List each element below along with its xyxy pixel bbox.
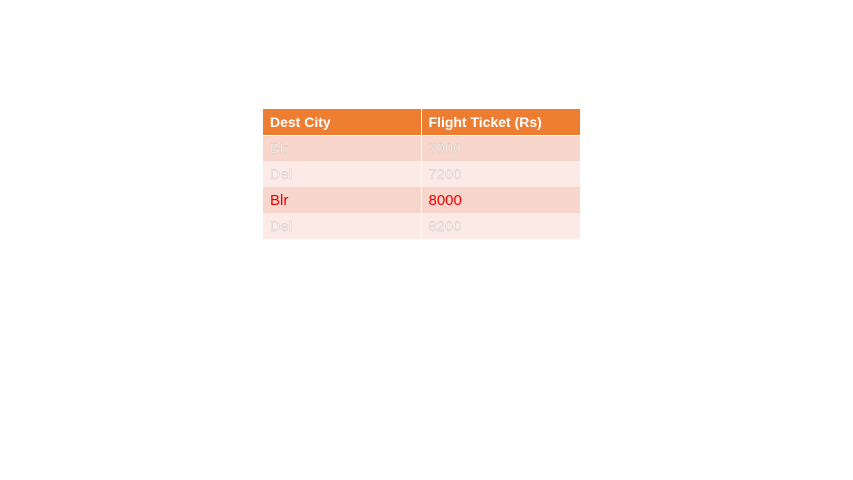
cell-dest-city: Blr: [263, 135, 421, 161]
flight-ticket-table: [263, 109, 580, 239]
cell-dest-city: Blr: [263, 187, 421, 213]
cell-flight-ticket: 7000: [421, 135, 580, 161]
header-dest-city: Dest City: [263, 109, 421, 135]
cell-dest-city: Del: [263, 213, 421, 239]
cell-flight-ticket: 7200: [421, 161, 580, 187]
table-header-row: [263, 109, 580, 135]
table-row: [263, 135, 580, 161]
table-row-highlighted: [263, 187, 580, 213]
table-row: [263, 213, 580, 239]
cell-dest-city: Del: [263, 161, 421, 187]
table-row: [263, 161, 580, 187]
header-flight-ticket: Flight Ticket (Rs): [421, 109, 580, 135]
cell-flight-ticket: 8000: [421, 187, 580, 213]
cell-flight-ticket: 8200: [421, 213, 580, 239]
